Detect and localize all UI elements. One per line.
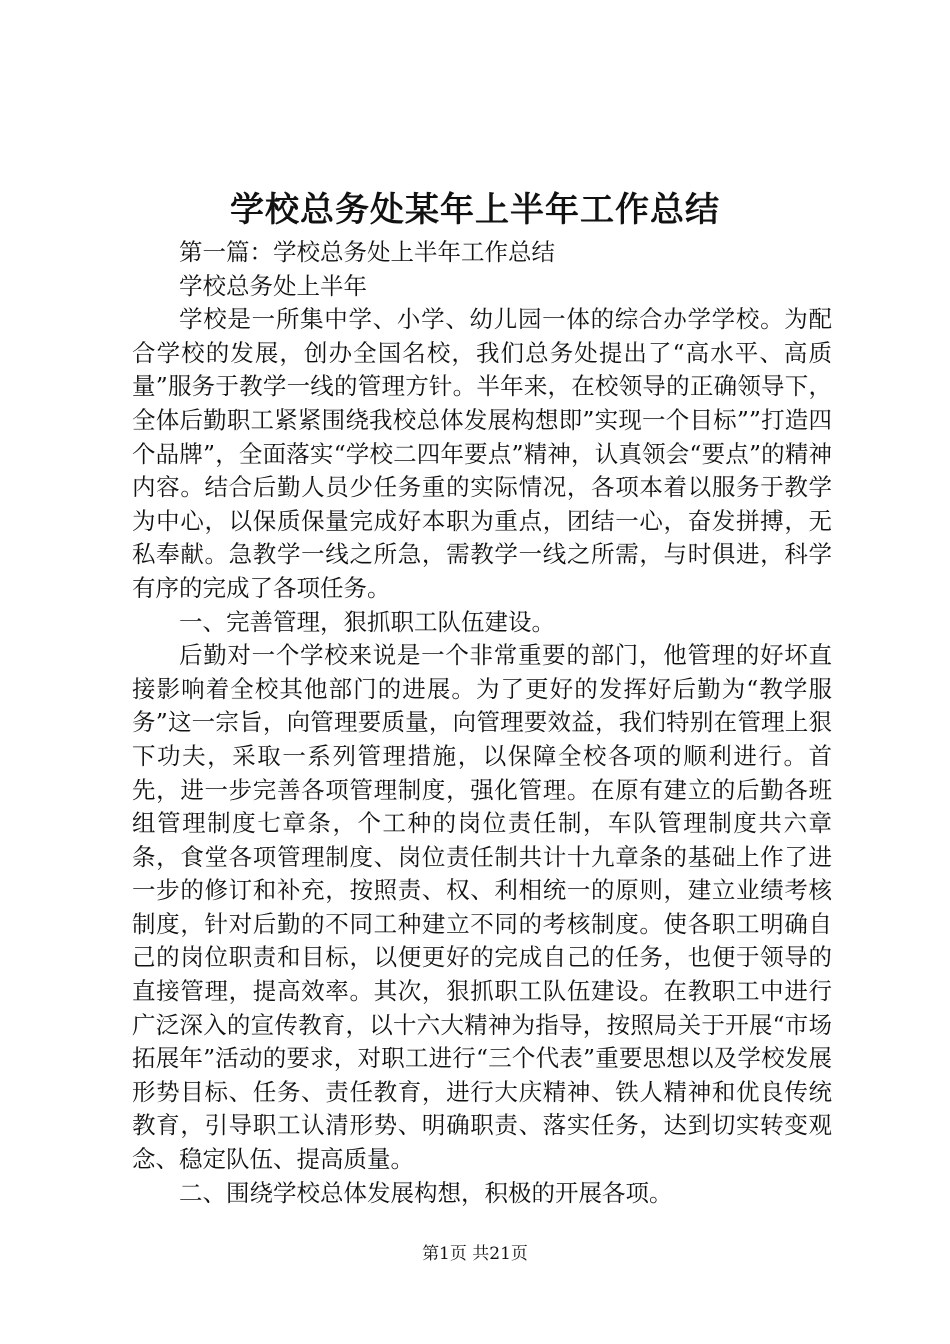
paragraph-section-one-heading: 一、完善管理，狠抓职工队伍建设。 (179, 607, 555, 636)
paragraph-section-two-heading: 二、围绕学校总体发展构想，积极的开展各项。 (179, 1178, 673, 1207)
paragraph-heading-part-one: 第一篇：学校总务处上半年工作总结 (179, 238, 555, 266)
paragraph-intro: 学校是一所集中学、小学、幼儿园一体的综合办学学校。为配合学校的发展，创办全国名校，我们总务处提出了“高水平、高质量”服务于教学一线的管理方针。半年来，在校领导的正确领导下，全体后勤职工紧紧围绕我校总体发展构想即”实现一个目标””打造四个品牌”，全面落实“学校二四年要点”精神，认真领会“要点”的精神内容。结合后勤人员少任务重的实际情况，各项本着以服务于教学为中心，以保质保量完成好本职为重点，团结一心，奋发拼搏，无私奉献。急教学一线之所急，需教学一线之所需，与时俱进，科学有序的完成了各项任务。 (132, 305, 832, 602)
paragraph-section-one-body: 后勤对一个学校来说是一个非常重要的部门，他管理的好坏直接影响着全校其他部门的进展。为了更好的发挥好后勤为“教学服务”这一宗旨，向管理要质量，向管理要效益，我们特别在管理上狠下功夫，采取一系列管理措施，以保障全校各项的顺利进行。首先，进一步完善各项管理制度，强化管理。在原有建立的后勤各班组管理制度七章条，个工种的岗位责任制，车队管理制度共六章条，食堂各项管理制度、岗位责任制共计十九章条的基础上作了进一步的修订和补充，按照责、权、利相统一的原则，建立业绩考核制度，针对后勤的不同工种建立不同的考核制度。使各职工明确自己的岗位职责和目标，以便更好的完成自己的任务，也便于领导的直接管理，提高效率。其次，狠抓职工队伍建设。在教职工中进行广泛深入的宣传教育，以十六大精神为指导，按照局关于开展“市场拓展年”活动的要求，对职工进行“三个代表”重要思想以及学校发展形势目标、任务、责任教育，进行大庆精神、铁人精神和优良传统教育，引导职工认清形势、明确职责、落实任务，达到切实转变观念、稳定队伍、提高质量。 (132, 641, 832, 1174)
page-number-footer: 第1页 共21页 (422, 1244, 528, 1264)
paragraph-subheading: 学校总务处上半年 (179, 271, 367, 300)
document-body (132, 236, 832, 1210)
document-title: 学校总务处某年上半年工作总结 (230, 190, 720, 230)
